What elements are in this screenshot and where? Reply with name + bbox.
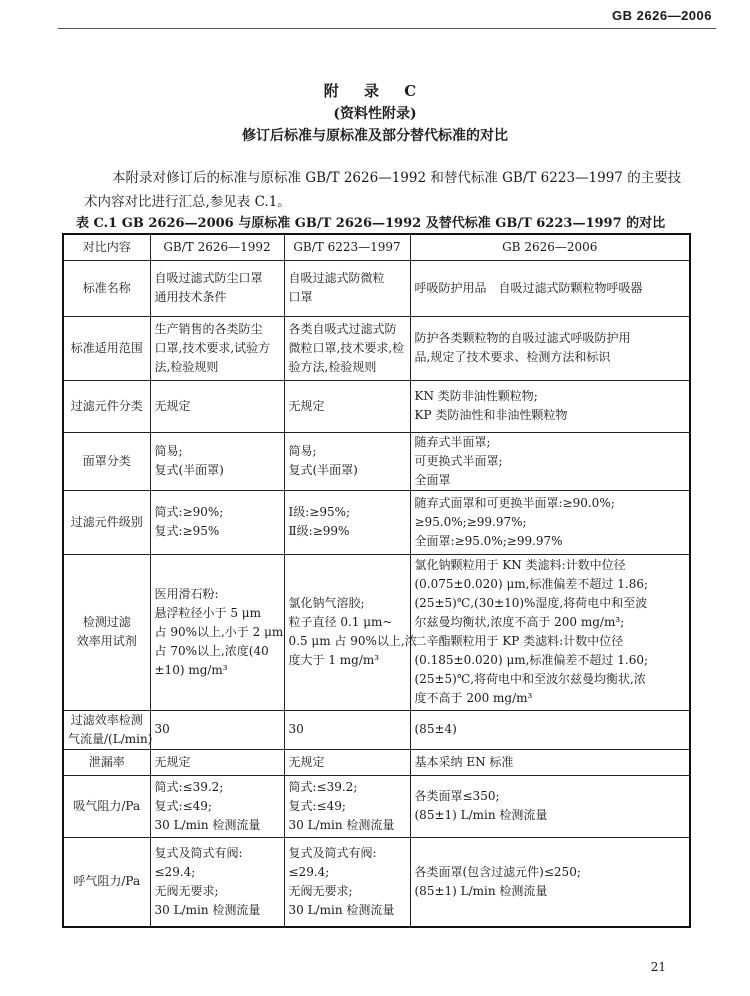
- gbt6223-1997-cell: [284, 490, 410, 554]
- cell-line: 复式:≥95%: [154, 524, 220, 538]
- cell-line: 复式(半面罩): [288, 463, 358, 477]
- gb2626-2006-cell: [410, 749, 690, 775]
- cell-line: 30 L/min 检测流量: [288, 902, 395, 917]
- label-cell: [63, 432, 150, 490]
- table-row: [63, 837, 690, 927]
- cell-line: 30: [154, 722, 170, 736]
- cell-line: (25±5)℃,将荷电中和至波尔兹曼均衡状,浓: [414, 672, 646, 686]
- gb2626-2006-cell: [410, 380, 690, 432]
- cell-line: 氯化钠气溶胶;: [288, 596, 365, 610]
- cell-line: 医用滑石粉:: [154, 586, 219, 601]
- cell-line: 氯化钠颗粒用于 KN 类滤料:计数中位径: [414, 558, 626, 572]
- cell-line: 验方法,检验规则: [288, 359, 377, 374]
- table-row: [63, 775, 690, 837]
- cell-line: 法,检验规则: [154, 359, 219, 374]
- cell-line: (0.075±0.020) μm,标准偏差不超过 1.86;: [414, 577, 649, 591]
- gbt2626-1992-cell: [150, 749, 284, 775]
- cell-line: Ⅱ级:≥99%: [288, 524, 350, 538]
- table-row: [63, 260, 690, 316]
- cell-line: 占 70%以上,浓度(40: [154, 643, 269, 658]
- label-cell: [63, 554, 150, 710]
- cell-line: (25±5)℃,(30±10)%湿度,将荷电中和至波: [414, 596, 648, 610]
- cell-line: 悬浮粒径小于 5 μm: [154, 605, 261, 620]
- gbt2626-1992-cell: [150, 554, 284, 710]
- cell-line: 标准名称: [82, 280, 131, 295]
- gb2626-2006-cell: [410, 316, 690, 380]
- cell-line: (85±1) L/min 检测流量: [414, 808, 548, 822]
- cell-line: 30 L/min 检测流量: [154, 902, 261, 917]
- header-cell-gbt2626-1992: GB/T 2626—1992: [150, 234, 284, 260]
- appendix-heading: 修订后标准与原标准及部分替代标准的对比: [242, 128, 508, 144]
- cell-line: 过滤元件分类: [70, 398, 143, 413]
- cell-line: 二辛酯颗粒用于 KP 类滤料:计数中位径: [414, 634, 624, 648]
- cell-line: ≤29.4;: [288, 864, 330, 879]
- cell-line: 度大于 1 mg/m³: [288, 653, 380, 667]
- standard-number: GB 2626—2006: [612, 8, 712, 23]
- cell-line: Ⅰ级:≥95%;: [288, 505, 351, 519]
- cell-line: 无规定: [154, 754, 191, 769]
- cell-line: 无阀无要求;: [288, 883, 353, 898]
- header-rule: [58, 28, 716, 29]
- cell-line: 吸气阻力/Pa: [73, 798, 141, 813]
- cell-line: 无规定: [288, 398, 325, 413]
- gbt2626-1992-cell: [150, 710, 284, 749]
- appendix-subtitle: (资料性附录): [333, 106, 417, 122]
- label-cell: [63, 490, 150, 554]
- cell-line: 占 90%以上,小于 2 μm: [154, 624, 284, 639]
- cell-line: 全面罩: [414, 472, 451, 487]
- gbt2626-1992-cell: [150, 837, 284, 927]
- gbt2626-1992-cell: [150, 380, 284, 432]
- cell-line: 复式及简式有阀:: [154, 845, 243, 860]
- gb2626-2006-cell: [410, 432, 690, 490]
- gbt6223-1997-cell: [284, 775, 410, 837]
- cell-line: 度不高于 200 mg/m³: [414, 691, 533, 705]
- cell-line: 复式:≤49;: [288, 798, 346, 813]
- cell-line: 各类面罩(包含过滤元件)≤250;: [414, 864, 581, 879]
- gbt2626-1992-cell: [150, 432, 284, 490]
- cell-line: (85±4): [414, 722, 457, 736]
- cell-line: 0.5 μm 占 90%以上,浓: [288, 634, 417, 648]
- cell-line: 口罩: [288, 290, 313, 304]
- cell-line: 各类自吸式过滤式防: [288, 321, 397, 336]
- cell-line: 标准适用范围: [70, 340, 143, 355]
- cell-line: 气流量/(L/min): [68, 731, 153, 746]
- label-cell: [63, 380, 150, 432]
- cell-line: 尔兹曼均衡状,浓度不高于 200 mg/m³;: [414, 615, 625, 629]
- gbt6223-1997-cell: [284, 432, 410, 490]
- gbt6223-1997-cell: [284, 316, 410, 380]
- table-row: [63, 432, 690, 490]
- cell-line: 自吸过滤式防微粒: [288, 271, 385, 285]
- cell-line: 生产销售的各类防尘: [154, 321, 263, 336]
- gbt2626-1992-cell: [150, 260, 284, 316]
- table-row: [63, 710, 690, 749]
- label-cell: [63, 775, 150, 837]
- cell-line: 简式:≤39.2;: [154, 779, 224, 794]
- table-caption: 表 C.1 GB 2626—2006 与原标准 GB/T 2626—1992 及替代标准 GB/T 6223—1997 的对比: [76, 216, 666, 231]
- cell-line: 复式:≤49;: [154, 798, 212, 813]
- gb2626-2006-cell: [410, 490, 690, 554]
- cell-line: 品,规定了技术要求、检测方法和标识: [414, 350, 611, 364]
- page-number: 21: [650, 960, 666, 974]
- cell-line: 无规定: [154, 398, 191, 413]
- header-cell-item: 对比内容: [63, 234, 150, 260]
- comparison-table: [62, 233, 691, 928]
- table-row: [63, 316, 690, 380]
- gb2626-2006-cell: [410, 710, 690, 749]
- cell-line: 过滤效率检测: [70, 712, 143, 727]
- cell-line: 过滤元件级别: [70, 514, 143, 529]
- cell-line: 30 L/min 检测流量: [288, 817, 395, 832]
- table-header-row: [63, 234, 690, 260]
- cell-line: 呼吸防护用品 自吸过滤式防颗粒物呼吸器: [414, 280, 643, 295]
- gbt2626-1992-cell: [150, 490, 284, 554]
- cell-line: ≥95.0%;≥99.97%;: [414, 514, 527, 529]
- intro-paragraph: 本附录对修订后的标准与原标准 GB/T 2626—1992 和替代标准 GB/T 6223—1997 的主要技术内容对比进行汇总,参见表 C.1。: [84, 170, 682, 210]
- cell-line: 通用技术条件: [154, 290, 227, 304]
- cell-line: 随弃式面罩和可更换半面罩:≥90.0%;: [414, 495, 615, 510]
- gbt2626-1992-cell: [150, 316, 284, 380]
- label-cell: [63, 316, 150, 380]
- cell-line: 可更换式半面罩;: [414, 453, 503, 468]
- cell-line: 粒子直径 0.1 μm~: [288, 615, 393, 629]
- appendix-title: 附 录 C: [323, 82, 427, 100]
- cell-line: 简式:≤39.2;: [288, 779, 358, 794]
- cell-line: KP 类防油性和非油性颗粒物: [414, 408, 568, 422]
- cell-line: 口罩,技术要求,试验方: [154, 340, 271, 355]
- gb2626-2006-cell: [410, 260, 690, 316]
- cell-line: ≤29.4;: [154, 864, 196, 879]
- gbt2626-1992-cell: [150, 775, 284, 837]
- cell-line: 呼气阻力/Pa: [73, 874, 141, 889]
- table-row: [63, 380, 690, 432]
- cell-line: 简式:≥90%;: [154, 505, 224, 519]
- cell-line: (85±1) L/min 检测流量: [414, 883, 548, 898]
- cell-line: 检测过滤: [82, 615, 131, 629]
- cell-line: KN 类防非油性颗粒物;: [414, 389, 538, 403]
- gb2626-2006-cell: [410, 554, 690, 710]
- label-cell: [63, 837, 150, 927]
- cell-line: 30 L/min 检测流量: [154, 817, 261, 832]
- cell-line: ±10) mg/m³: [154, 662, 228, 677]
- gbt6223-1997-cell: [284, 554, 417, 710]
- header-cell-gb2626-2006: GB 2626—2006: [410, 234, 690, 260]
- cell-line: 效率用试剂: [76, 634, 137, 648]
- cell-line: 泄漏率: [88, 754, 125, 769]
- cell-line: 自吸过滤式防尘口罩: [154, 271, 263, 285]
- cell-line: 全面罩:≥95.0%;≥99.97%: [414, 533, 563, 548]
- cell-line: 面罩分类: [82, 453, 131, 468]
- cell-line: 无规定: [288, 754, 325, 769]
- cell-line: 简易;: [288, 444, 317, 458]
- gbt6223-1997-cell: [284, 260, 410, 316]
- table-row: [63, 554, 690, 710]
- table-row: [63, 749, 690, 775]
- gbt6223-1997-cell: [284, 710, 410, 749]
- gb2626-2006-cell: [410, 775, 690, 837]
- cell-line: 简易;: [154, 444, 183, 458]
- gbt6223-1997-cell: [284, 380, 410, 432]
- cell-line: 无阀无要求;: [154, 883, 219, 898]
- cell-line: 30: [288, 722, 304, 736]
- cell-line: 各类面罩≤350;: [414, 789, 500, 803]
- cell-line: 随弃式半面罩;: [414, 434, 491, 449]
- header-cell-gbt6223-1997: GB/T 6223—1997: [284, 234, 410, 260]
- cell-line: 防护各类颗粒物的自吸过滤式呼吸防护用: [414, 331, 631, 345]
- label-cell: [63, 710, 153, 749]
- gb2626-2006-cell: [410, 837, 690, 927]
- gbt6223-1997-cell: [284, 749, 410, 775]
- cell-line: 复式及简式有阀:: [288, 845, 377, 860]
- cell-line: 复式(半面罩): [154, 463, 224, 477]
- cell-line: 微粒口罩,技术要求,检: [288, 340, 405, 355]
- cell-line: (0.185±0.020) μm,标准偏差不超过 1.60;: [414, 653, 649, 667]
- table-row: [63, 490, 690, 554]
- gbt6223-1997-cell: [284, 837, 410, 927]
- cell-line: 基本采纳 EN 标准: [414, 754, 514, 769]
- label-cell: [63, 749, 150, 775]
- label-cell: [63, 260, 150, 316]
